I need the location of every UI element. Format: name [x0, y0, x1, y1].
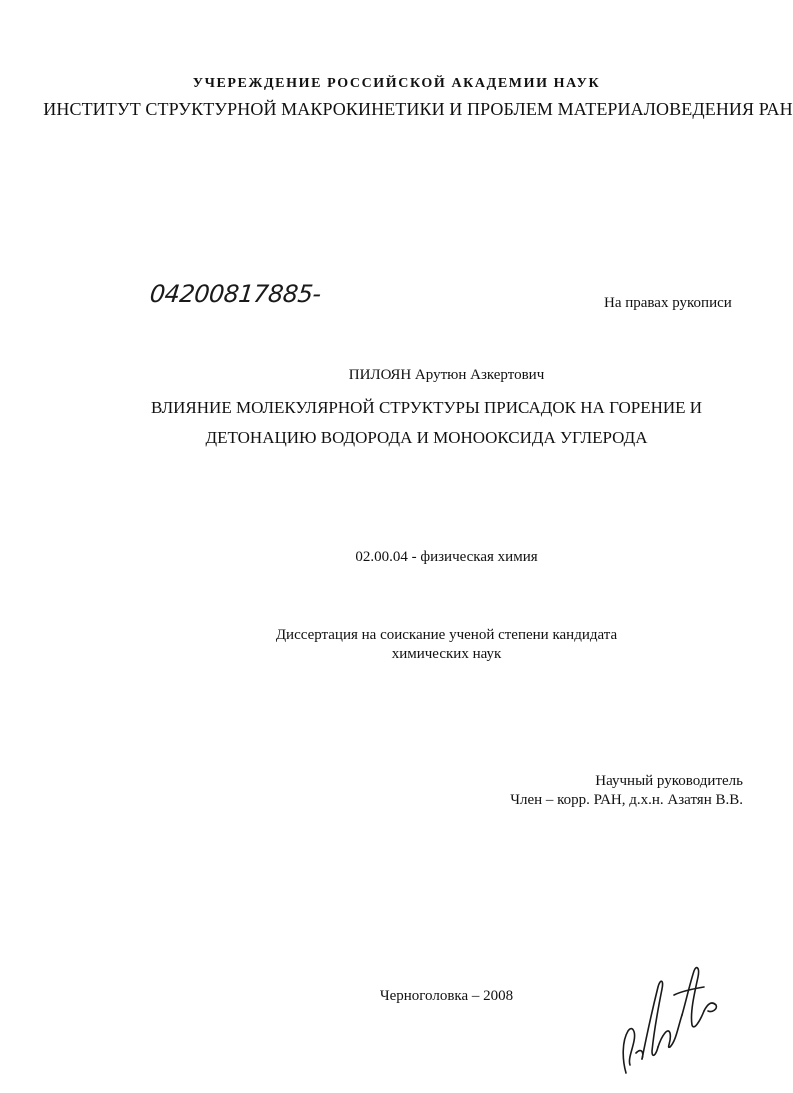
- rights-note: На правах рукописи: [604, 295, 732, 311]
- specialty-code: 02.00.04 - физическая химия: [355, 549, 538, 565]
- supervisor-label: Научный руководитель: [595, 773, 743, 789]
- degree-statement-line-1: Диссертация на соискание ученой степени кандидата: [275, 627, 618, 643]
- supervisor-name: Член – корр. РАН, д.х.н. Азатян В.В.: [510, 792, 743, 808]
- author-name: ПИЛОЯН Арутюн Азкертович: [348, 367, 545, 383]
- degree-statement-line-2: химических наук: [391, 646, 502, 662]
- handwritten-registration-number: 04200817885-: [148, 280, 323, 308]
- organization-heading: УЧЕРЕЖДЕНИЕ РОССИЙСКОЙ АКАДЕМИИ НАУК: [192, 76, 601, 91]
- place-and-year: Черноголовка – 2008: [379, 988, 514, 1004]
- handwritten-signature: [612, 955, 732, 1080]
- dissertation-title-line-2: ДЕТОНАЦИЮ ВОДОРОДА И МОНООКСИДА УГЛЕРОДА: [205, 428, 648, 447]
- dissertation-title-line-1: ВЛИЯНИЕ МОЛЕКУЛЯРНОЙ СТРУКТУРЫ ПРИСАДОК НА ГОРЕНИЕ И: [150, 398, 703, 417]
- institute-heading: ИНСТИТУТ СТРУКТУРНОЙ МАКРОКИНЕТИКИ И ПРОБЛЕМ МАТЕРИАЛОВЕДЕНИЯ РАН: [43, 99, 793, 119]
